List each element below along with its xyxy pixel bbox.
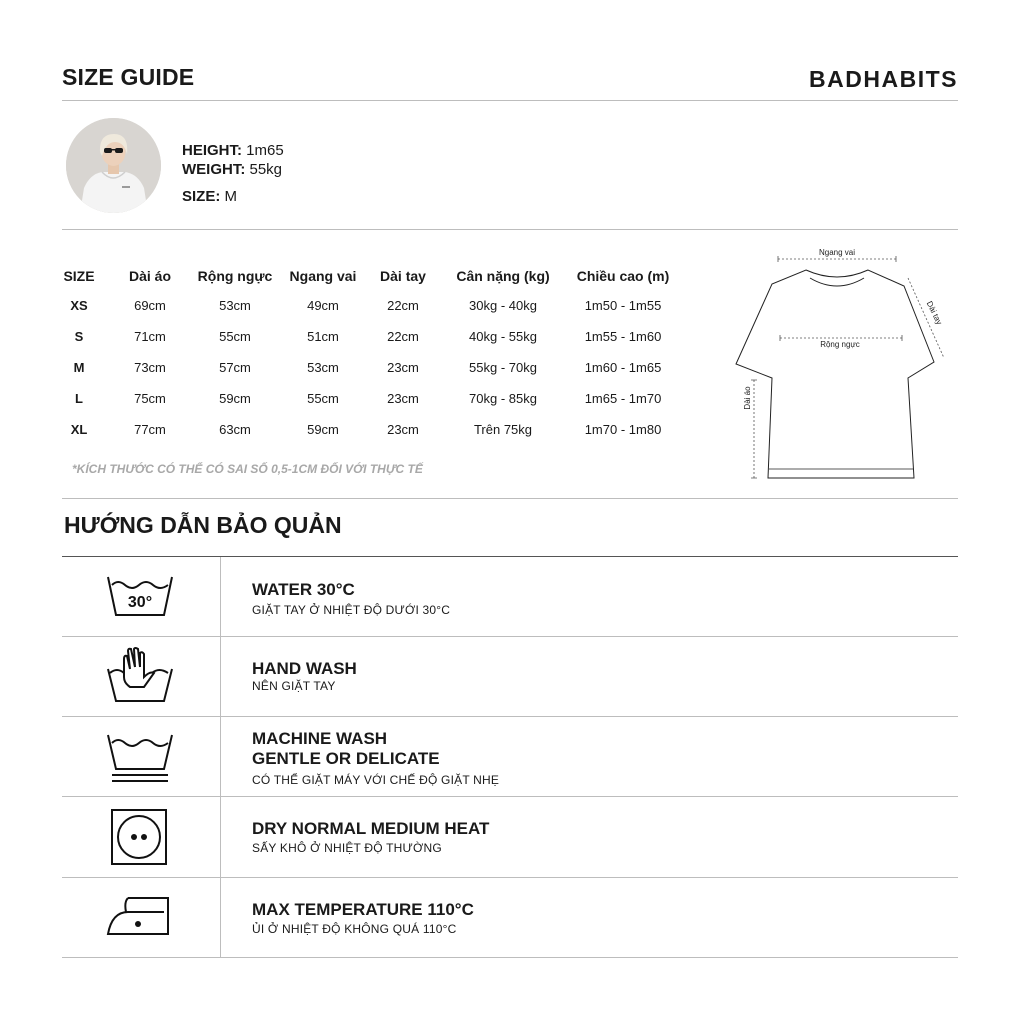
cell-length: 73cm <box>134 360 166 375</box>
care-subtext: NÊN GIẶT TAY <box>252 679 336 693</box>
table-row <box>50 352 678 383</box>
cell-chest: 57cm <box>219 360 251 375</box>
cell-height: 1m55 - 1m60 <box>584 329 662 344</box>
tumble-dry-medium-icon <box>62 797 220 877</box>
cell-size: S <box>74 329 84 344</box>
tshirt-diagram <box>726 240 956 490</box>
col-header-shoulder: Ngang vai <box>289 268 357 284</box>
model-size <box>182 188 237 205</box>
size-table-header <box>50 262 678 290</box>
chest-label: Rộng ngực <box>820 340 860 349</box>
model-weight <box>182 161 282 178</box>
model-avatar <box>66 118 161 213</box>
care-heading: WATER 30°C <box>252 580 355 599</box>
cell-shoulder: 55cm <box>307 391 339 406</box>
wash-temperature: 30° <box>127 594 153 611</box>
brand-logo: BADHABITS <box>809 66 958 92</box>
cell-shoulder: 53cm <box>307 360 339 375</box>
height-value: 1m65 <box>246 142 284 159</box>
cell-size: L <box>75 391 83 406</box>
cell-weight: 55kg - 70kg <box>469 360 537 375</box>
weight-value: 55kg <box>249 161 283 178</box>
table-row <box>50 290 678 321</box>
cell-shoulder: 51cm <box>307 329 339 344</box>
divider <box>62 229 958 230</box>
cell-length: 75cm <box>134 391 166 406</box>
table-row <box>50 321 678 352</box>
cell-weight: 70kg - 85kg <box>469 391 537 406</box>
cell-height: 1m70 - 1m80 <box>584 422 662 437</box>
care-item-iron <box>62 878 958 958</box>
care-item-machine-wash <box>62 717 958 797</box>
divider <box>62 100 958 101</box>
hand-wash-icon <box>62 637 220 717</box>
cell-height: 1m50 - 1m55 <box>584 298 662 313</box>
length-label: Dài áo <box>743 386 752 410</box>
care-heading: DRY NORMAL MEDIUM HEAT <box>252 819 490 838</box>
care-heading-line2: GENTLE OR DELICATE <box>252 749 440 768</box>
size-table <box>50 262 678 445</box>
page-title: SIZE GUIDE <box>62 64 195 90</box>
cell-sleeve: 22cm <box>387 329 419 344</box>
divider <box>62 498 958 499</box>
col-header-size: SIZE <box>63 268 95 284</box>
size-label: SIZE: <box>182 188 221 205</box>
col-header-height: Chiều cao (m) <box>576 268 670 284</box>
care-subtext: GIẶT TAY Ở NHIỆT ĐỘ DƯỚI 30°C <box>252 603 451 617</box>
cell-sleeve: 22cm <box>387 298 419 313</box>
cell-chest: 53cm <box>219 298 251 313</box>
model-height <box>182 142 284 159</box>
cell-height: 1m60 - 1m65 <box>584 360 662 375</box>
cell-chest: 63cm <box>219 422 251 437</box>
care-subtext: SẤY KHÔ Ở NHIỆT ĐỘ THƯỜNG <box>252 841 442 855</box>
cell-chest: 55cm <box>219 329 251 344</box>
table-row <box>50 383 678 414</box>
care-heading: MACHINE WASH <box>252 729 388 748</box>
size-value: M <box>224 188 238 205</box>
cell-sleeve: 23cm <box>387 391 419 406</box>
weight-label: WEIGHT: <box>182 161 246 178</box>
care-heading: HAND WASH <box>252 659 357 678</box>
shoulder-label: Ngang vai <box>818 248 856 257</box>
col-header-sleeve: Dài tay <box>380 268 426 284</box>
care-title: HƯỚNG DẪN BẢO QUẢN <box>64 512 342 538</box>
col-header-length: Dài áo <box>128 268 171 284</box>
size-note: *KÍCH THƯỚC CÓ THỂ CÓ SAI SỐ 0,5-1CM ĐỐI VỚI THỰC TẾ <box>72 462 423 476</box>
cell-weight: Trên 75kg <box>473 422 533 437</box>
cell-sleeve: 23cm <box>387 360 419 375</box>
cell-length: 71cm <box>134 329 166 344</box>
cell-size: XS <box>70 298 88 313</box>
care-heading: MAX TEMPERATURE 110°C <box>252 900 474 919</box>
cell-weight: 40kg - 55kg <box>469 329 537 344</box>
col-header-chest: Rộng ngực <box>197 268 273 284</box>
iron-medium-icon <box>62 878 220 958</box>
care-item-dry <box>62 797 958 877</box>
care-item-hand-wash <box>62 637 958 717</box>
col-header-weight: Cân nặng (kg) <box>456 268 550 284</box>
care-subtext: CÓ THỂ GIẶT MÁY VỚI CHẾ ĐỘ GIẶT NHẸ <box>252 773 500 787</box>
divider <box>62 957 958 958</box>
sleeve-label: Dài tay <box>924 299 944 327</box>
cell-size: XL <box>70 422 88 437</box>
cell-chest: 59cm <box>219 391 251 406</box>
cell-shoulder: 59cm <box>307 422 339 437</box>
cell-shoulder: 49cm <box>307 298 339 313</box>
cell-size: M <box>73 360 85 375</box>
height-label: HEIGHT: <box>182 142 242 159</box>
cell-length: 69cm <box>134 298 166 313</box>
cell-weight: 30kg - 40kg <box>469 298 537 313</box>
cell-height: 1m65 - 1m70 <box>584 391 662 406</box>
machine-wash-gentle-icon <box>62 717 220 797</box>
care-subtext: ỦI Ở NHIỆT ĐỘ KHÔNG QUÁ 110°C <box>252 922 457 936</box>
cell-length: 77cm <box>134 422 166 437</box>
table-row <box>50 414 678 445</box>
wash-30-icon <box>62 557 220 637</box>
cell-sleeve: 23cm <box>387 422 419 437</box>
care-item-water-30 <box>62 557 958 637</box>
